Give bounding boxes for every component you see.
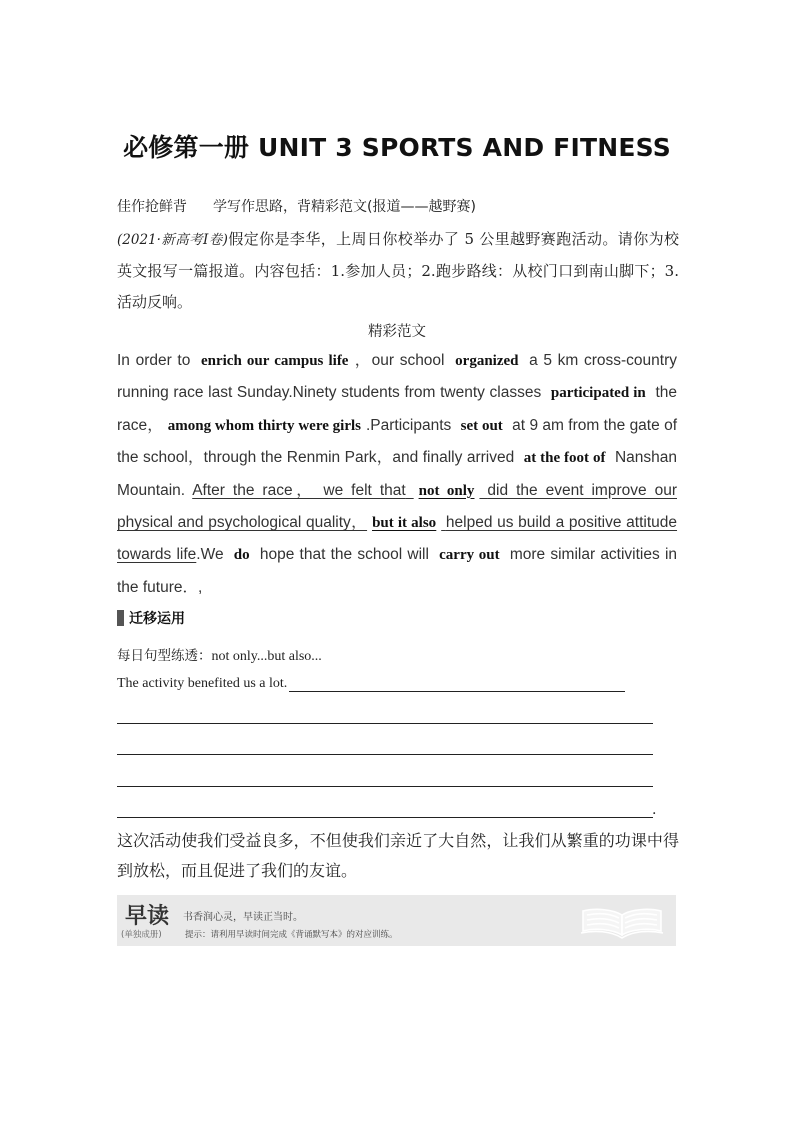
essay-text: hope that the school will bbox=[259, 546, 429, 564]
banner-title: 早读 bbox=[125, 903, 170, 929]
practice-section-title bbox=[117, 608, 185, 628]
essay-text: .Participants bbox=[366, 416, 452, 434]
essay-key-phrase: at the foot of bbox=[523, 450, 606, 467]
task-source: (2021·新高考Ⅰ卷) bbox=[117, 232, 228, 248]
essay-text: at 9 am from the gate of the school，through the Renmin Park，and finally arrived bbox=[117, 416, 678, 467]
given-sentence: The activity benefited us a lot. bbox=[117, 676, 288, 691]
essay-text: ，our school bbox=[353, 352, 445, 369]
sample-essay bbox=[117, 345, 677, 603]
section-header bbox=[117, 196, 677, 216]
answer-line[interactable] bbox=[117, 817, 653, 818]
essay-key-phrase: set out bbox=[460, 417, 503, 434]
banner-tip: 提示：请利用早读时间完成《背诵默写本》的对应训练。 bbox=[185, 930, 398, 940]
drill-pattern: not only...but also... bbox=[211, 649, 322, 664]
daily-pattern-drill bbox=[117, 644, 322, 665]
practice-section-label: 迁移运用 bbox=[129, 611, 185, 627]
page-title: 必修第一册 UNIT 3 SPORTS AND FITNESS bbox=[123, 133, 671, 162]
essay-key-phrase: not only bbox=[418, 482, 475, 499]
essay-key-phrase: organized bbox=[455, 353, 519, 369]
section-header-left: 佳作抢鲜背 bbox=[117, 199, 187, 215]
essay-text: .We bbox=[196, 546, 224, 564]
chinese-prompt: 这次活动使我们受益良多，不但使我们亲近了大自然，让我们从繁重的功课中得到放松，而且促进了我们的友谊。 bbox=[117, 831, 679, 880]
essay-key-phrase: carry out bbox=[439, 547, 500, 564]
essay-text: After the race， we felt that bbox=[192, 481, 406, 499]
essay-text: more similar activities in the future．, bbox=[117, 546, 678, 596]
open-book-icon bbox=[579, 901, 665, 941]
answer-blank[interactable] bbox=[289, 677, 625, 692]
essay-text: a 5 km cross-country running race last Sunday.Ninety students from twenty classes bbox=[117, 352, 677, 402]
task-text: 假定你是李华，上周日你校举办了 5 公里越野赛跑活动。请你为校英文报写一篇报道。内容包括：1.参加人员；2.跑步路线：从校门口到南山脚下；3.活动反响。 bbox=[117, 230, 679, 311]
essay-text: did the event improve our physical and psychological quality， bbox=[117, 481, 677, 532]
essay-key-phrase: do bbox=[233, 547, 250, 564]
answer-line[interactable] bbox=[117, 723, 653, 724]
essay-text: In order to bbox=[117, 352, 191, 369]
writing-task bbox=[117, 224, 679, 318]
essay-text: helped us build a positive attitude towards life bbox=[117, 514, 678, 564]
sample-essay-heading: 精彩范文 bbox=[368, 324, 426, 340]
answer-end-mark: . bbox=[652, 802, 657, 818]
answer-line[interactable] bbox=[117, 754, 653, 755]
answer-line[interactable] bbox=[117, 786, 653, 787]
morning-reading-banner bbox=[117, 895, 676, 946]
banner-subtitle: (单独成册) bbox=[121, 930, 162, 940]
section-bar-icon bbox=[117, 610, 124, 626]
section-header-right: 学写作思路，背精彩范文(报道——越野赛) bbox=[213, 199, 476, 215]
essay-text: Nanshan Mountain. bbox=[117, 449, 677, 499]
essay-key-phrase: enrich our campus life bbox=[200, 353, 349, 369]
given-sentence-line bbox=[117, 676, 625, 692]
essay-key-phrase: participated in bbox=[550, 385, 646, 402]
banner-slogan: 书香润心灵，早读正当时。 bbox=[183, 912, 303, 923]
essay-key-phrase: among whom thirty were girls bbox=[167, 417, 361, 434]
essay-key-phrase: but it also bbox=[372, 515, 437, 532]
drill-label: 每日句型练透： bbox=[117, 648, 212, 664]
essay-text: the race， bbox=[117, 384, 677, 434]
